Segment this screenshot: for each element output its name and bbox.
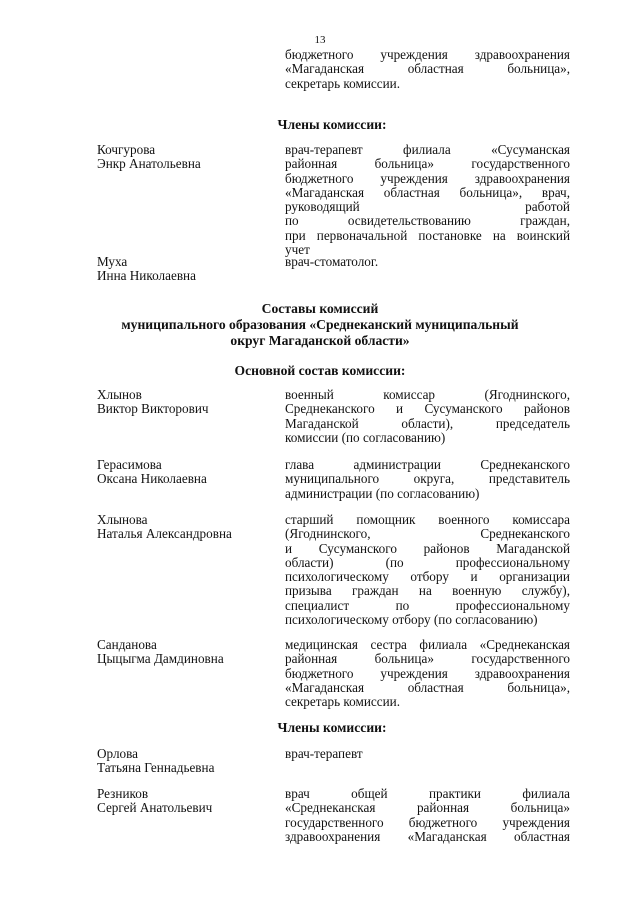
role-line: специалист по профессиональному	[285, 597, 570, 613]
role-line: старший помощник военного комиссара	[285, 512, 570, 527]
section-title-line: Составы комиссий	[261, 301, 379, 316]
text-line: бюджетного учреждения здравоохранения	[285, 47, 570, 62]
page-number: 13	[314, 34, 326, 46]
name-line: Орлова	[97, 746, 139, 761]
name-line: Виктор Викторович	[97, 401, 209, 417]
name-line: Хлынова	[97, 512, 148, 527]
role-line: секретарь комиссии.	[285, 694, 401, 710]
role-line: «Магаданская областная больница»,	[285, 679, 570, 695]
role-line: учет	[285, 242, 310, 258]
role-line: Магаданской области), председатель	[285, 415, 570, 431]
role-line: «Среднеканская районная больница»	[285, 800, 570, 816]
member-name	[97, 747, 214, 776]
role-line: районная больница» государственного	[285, 156, 570, 172]
role-line: администрации (по согласованию)	[285, 485, 480, 501]
role-line: бюджетного учреждения здравоохранения	[285, 170, 570, 186]
name-line: Муха	[97, 254, 128, 269]
section-header: Члены комиссии:	[277, 117, 387, 132]
member-role	[285, 787, 570, 844]
member-role	[285, 255, 570, 269]
role-line: муниципального округа, представитель	[285, 471, 570, 487]
member-role	[285, 143, 570, 257]
member-name	[97, 458, 207, 487]
role-line: «Магаданская областная больница», врач,	[285, 184, 570, 200]
name-line: Сергей Анатольевич	[97, 800, 213, 816]
member-role	[285, 388, 570, 445]
role-line: бюджетного учреждения здравоохранения	[285, 665, 570, 681]
main-composition-header: Основной состав комиссии:	[234, 363, 406, 378]
name-line: Цыцыгма Дамдиновна	[97, 651, 224, 667]
role-line: Среднеканского и Сусуманского районов	[285, 401, 570, 417]
role-line: руководящий работой	[285, 199, 570, 215]
role-line: медицинская сестра филиала «Среднеканская	[285, 637, 570, 652]
name-line: Герасимова	[97, 457, 162, 472]
name-line: Кочгурова	[97, 142, 156, 157]
section-title-line: округ Магаданской области»	[230, 333, 410, 348]
role-line: врач-терапевт филиала «Сусуманская	[285, 142, 570, 157]
role-line: районная больница» государственного	[285, 651, 570, 667]
member-name	[97, 143, 201, 172]
text-line: секретарь комиссии.	[285, 75, 401, 91]
member-name	[97, 388, 209, 417]
role-line: врач общей практики филиала	[285, 786, 570, 801]
role-line: врач-терапевт	[285, 746, 363, 761]
member-name	[97, 787, 212, 816]
role-line: при первоначальной постановке на воинский	[285, 227, 570, 243]
member-role	[285, 747, 570, 761]
section-title-line: муниципального образования «Среднеканский муниципальный	[121, 317, 519, 332]
role-line: здравоохранения «Магаданская областная	[285, 828, 570, 844]
role-line: (Ягоднинского, Среднеканского	[285, 526, 570, 542]
member-role	[285, 638, 570, 709]
name-line: Резников	[97, 786, 149, 801]
role-line: врач-стоматолог.	[285, 254, 379, 269]
text-line: «Магаданская областная больница»,	[285, 61, 570, 77]
role-line: области) (по профессиональному	[285, 554, 570, 570]
name-line: Оксана Николаевна	[97, 471, 207, 487]
member-role	[285, 458, 570, 501]
role-line: призыва граждан на военную службу),	[285, 583, 570, 599]
name-line: Санданова	[97, 637, 157, 652]
top-fragment	[285, 48, 570, 91]
role-line: психологическому отбору (по согласованию)	[285, 612, 538, 628]
role-line: глава администрации Среднеканского	[285, 457, 570, 472]
member-role	[285, 513, 570, 627]
name-line: Энкр Анатольевна	[97, 156, 201, 172]
member-name	[97, 513, 232, 542]
name-line: Инна Николаевна	[97, 268, 196, 284]
name-line: Татьяна Геннадьевна	[97, 760, 215, 776]
name-line: Хлынов	[97, 387, 142, 402]
role-line: военный комиссар (Ягоднинского,	[285, 387, 570, 402]
name-line: Наталья Александровна	[97, 526, 232, 542]
role-line: государственного бюджетного учреждения	[285, 814, 570, 830]
member-name	[97, 255, 196, 284]
role-line: по освидетельствованию граждан,	[285, 213, 570, 229]
section-header: Члены комиссии:	[277, 720, 387, 735]
role-line: и Сусуманского районов Магаданской	[285, 540, 570, 556]
role-line: психологическому отбору и организации	[285, 569, 570, 585]
role-line: комиссии (по согласованию)	[285, 429, 446, 445]
member-name	[97, 638, 224, 667]
